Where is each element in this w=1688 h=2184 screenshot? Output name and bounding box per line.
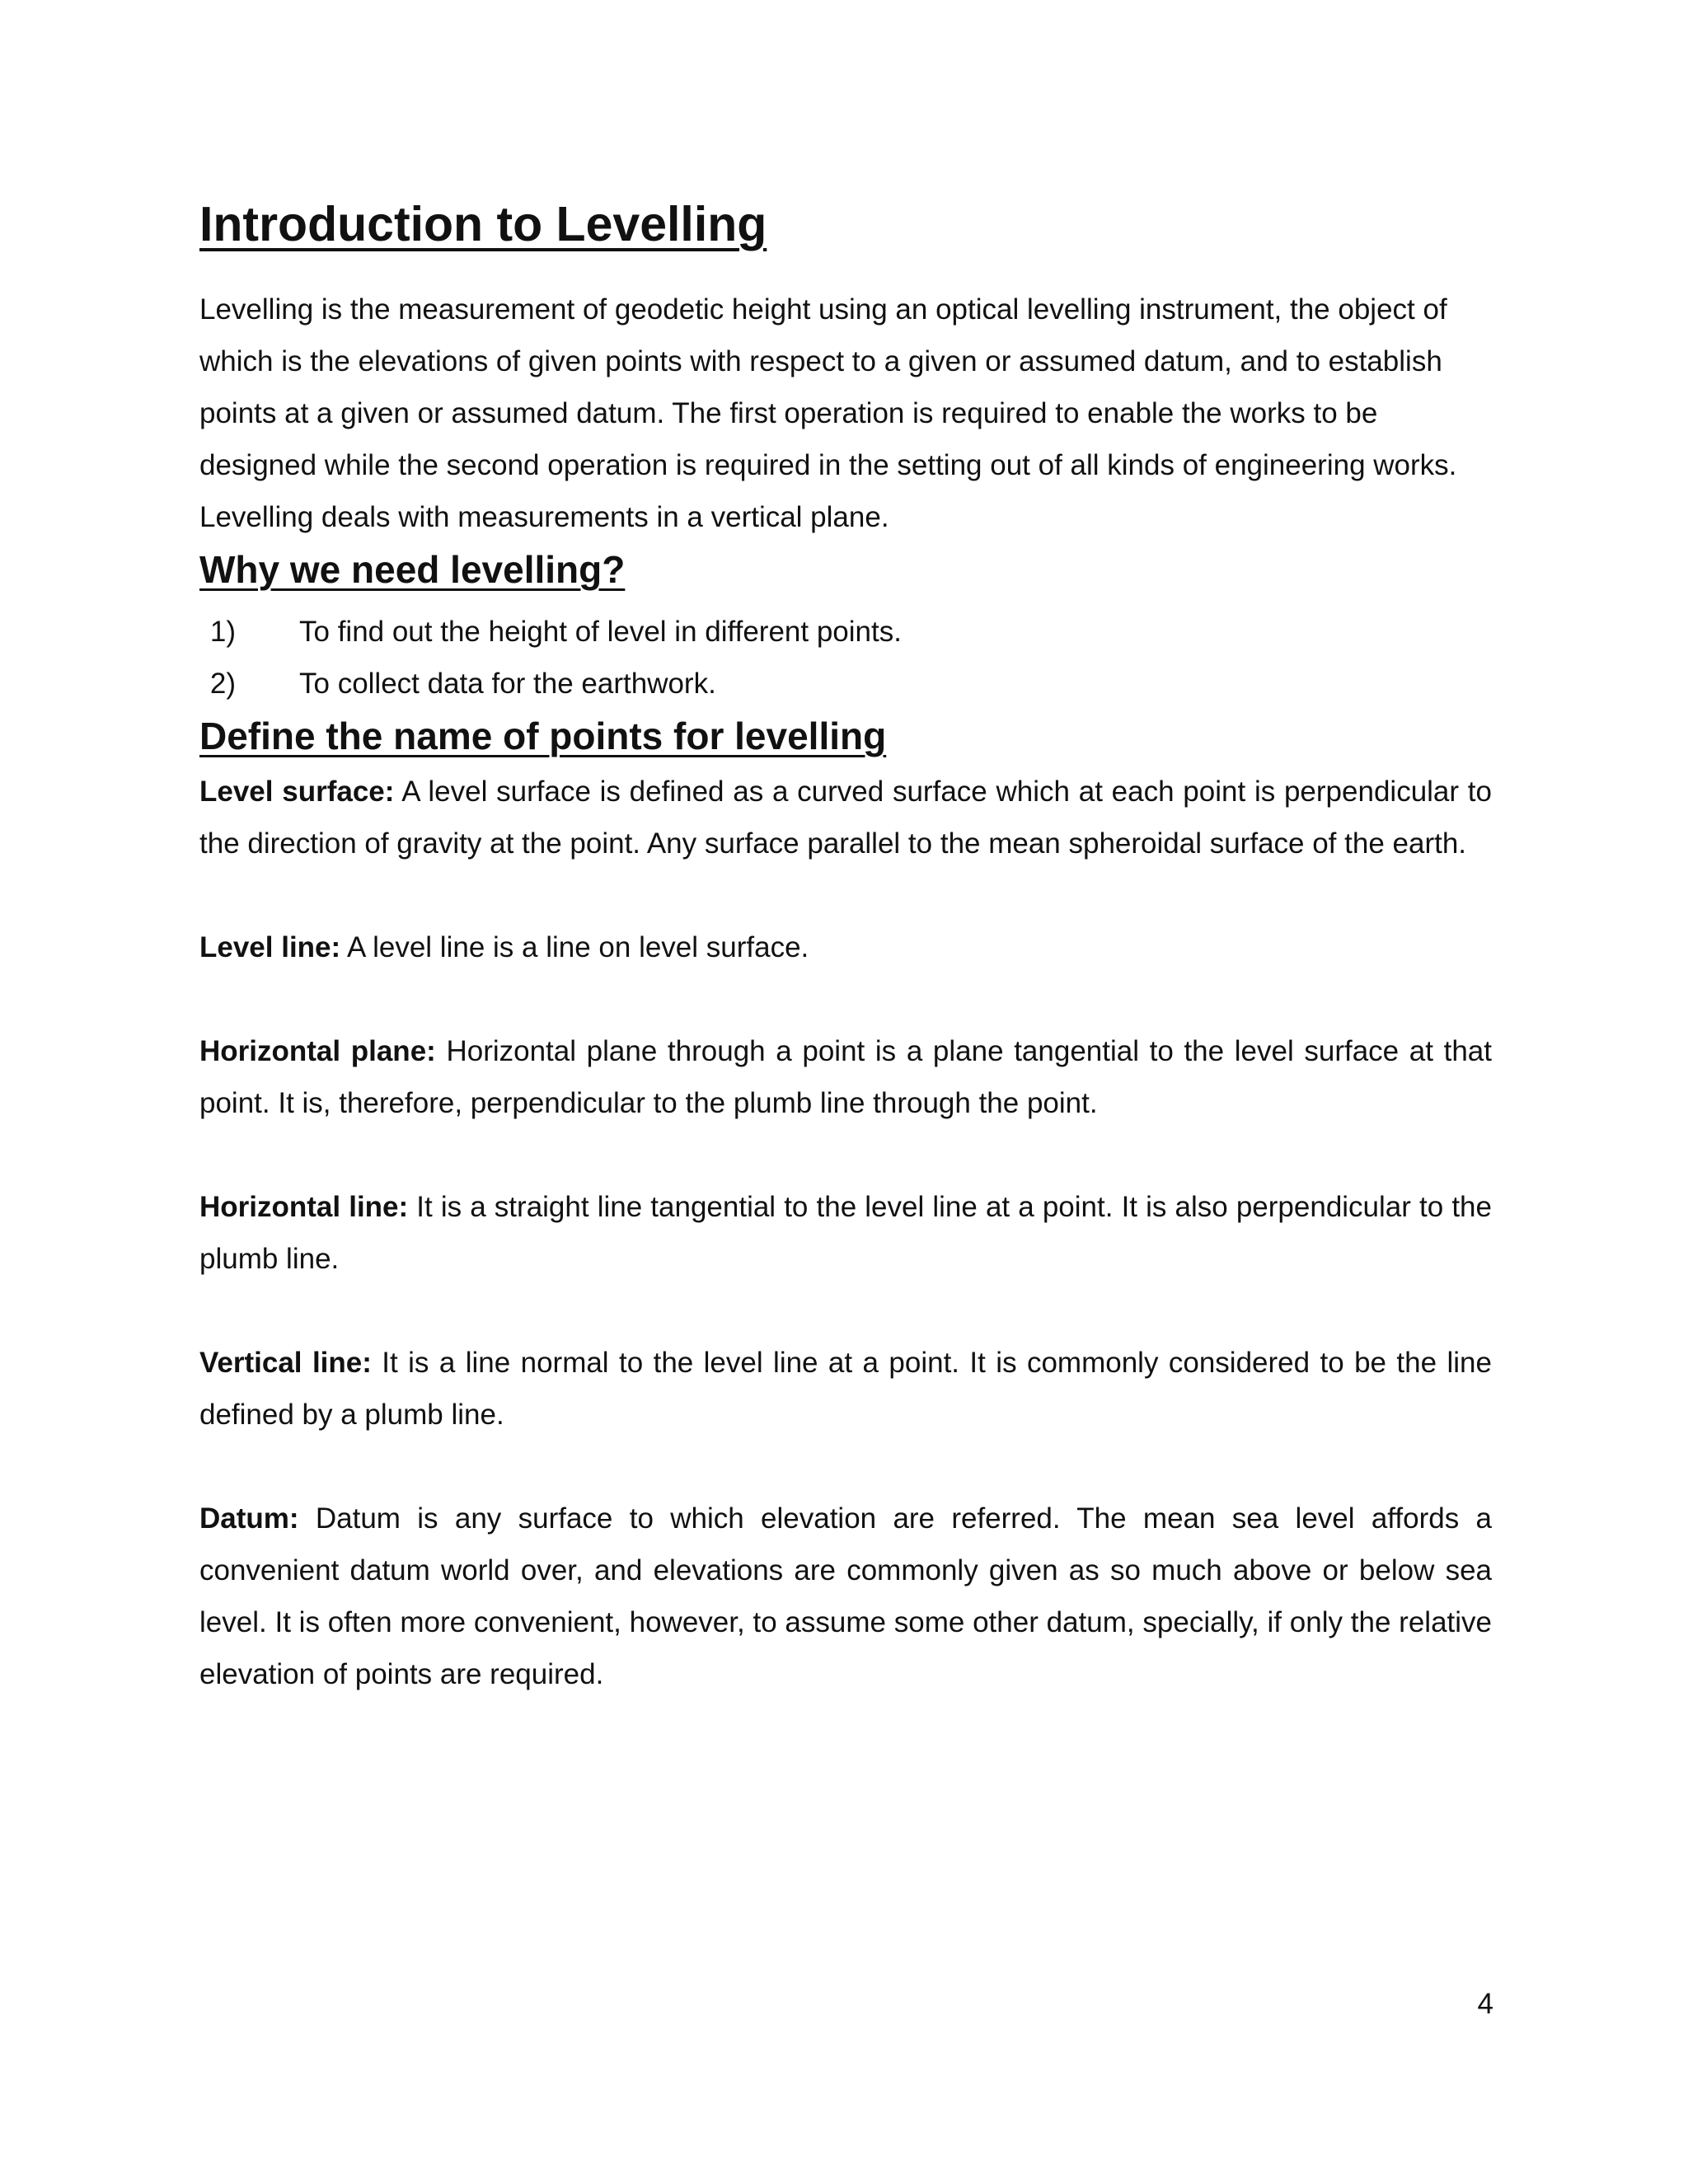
definition-term: Level line:	[199, 931, 341, 963]
definition-horizontal-line	[199, 1181, 1492, 1285]
intro-paragraph: Levelling is the measurement of geodetic height using an optical levelling instrument, the object of which is the elevations of given points with respect to a given or assumed datum, and to establish points at a given or assumed datum. The first operation is required to enable the works to be designed while the second operation is required in the setting out of all kinds of engineering works. Levelling deals with measurements in a vertical plane.	[199, 293, 1457, 533]
why-levelling-heading: Why we need levelling?	[199, 548, 626, 591]
definition-term: Level surface:	[199, 776, 395, 808]
list-item	[199, 606, 1492, 658]
definition-datum	[199, 1493, 1492, 1700]
page-number: 4	[1477, 1988, 1493, 2020]
definition-text: A level surface is defined as a curved surface which at each point is perpendicular to the direction of gravity at the point. Any surface parallel to the mean spheroidal surface of the earth.	[199, 776, 1492, 860]
reasons-list	[199, 606, 1492, 710]
definition-text: It is a line normal to the level line at a point. It is commonly considered to be the line defined by a plumb line.	[199, 1347, 1492, 1431]
page-title: Introduction to Levelling	[199, 197, 767, 251]
list-item-number: 2)	[209, 668, 236, 700]
definition-term: Vertical line:	[199, 1347, 372, 1379]
list-item-text: To find out the height of level in different points.	[299, 616, 902, 648]
definition-term: Datum:	[199, 1502, 299, 1535]
definition-level-line	[199, 921, 1492, 973]
define-points-heading: Define the name of points for levelling	[199, 715, 887, 757]
definition-text: A level line is a line on level surface.	[340, 931, 809, 963]
definition-text: Datum is any surface to which elevation are referred. The mean sea level affords a convenient datum world over, and elevations are commonly given as so much above or below sea level. It is often more convenient, however, to assume some other datum, specially, if only the relative elevation of points are required.	[199, 1502, 1492, 1690]
list-item-text: To collect data for the earthwork.	[299, 668, 716, 700]
definition-level-surface	[199, 766, 1492, 869]
list-item	[199, 658, 1492, 710]
page-content	[199, 191, 1492, 1700]
definition-term: Horizontal plane:	[199, 1035, 436, 1067]
definition-vertical-line	[199, 1337, 1492, 1441]
definition-term: Horizontal line:	[199, 1191, 409, 1223]
definition-horizontal-plane	[199, 1025, 1492, 1129]
list-item-number: 1)	[209, 616, 236, 648]
definition-text: It is a straight line tangential to the level line at a point. It is also perpendicular to the plumb line.	[199, 1191, 1492, 1275]
definition-text: Horizontal plane through a point is a plane tangential to the level surface at that point. It is, therefore, perpendicular to the plumb line through the point.	[199, 1035, 1492, 1119]
